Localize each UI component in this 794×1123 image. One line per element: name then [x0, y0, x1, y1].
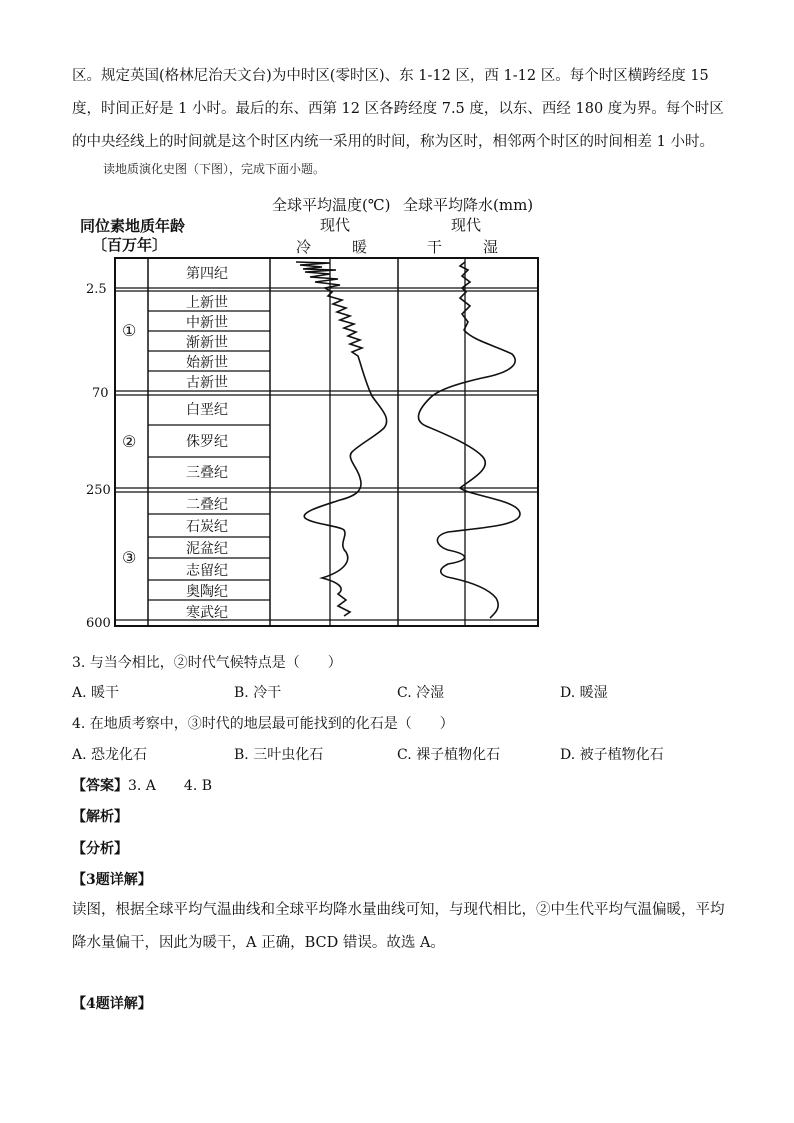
- q3-option-c[interactable]: C. 冷湿: [397, 685, 445, 701]
- q4-option-d[interactable]: D. 被子植物化石: [560, 747, 664, 763]
- period-oligocene: 渐新世: [186, 335, 228, 351]
- age-label-2.5: 2.5: [86, 282, 107, 297]
- age-label-250: 250: [86, 483, 111, 498]
- fenxi-label: 【分析】: [72, 841, 128, 857]
- question-4-stem: 4. 在地质考察中，③时代的地层最可能找到的化石是（ ）: [72, 716, 454, 732]
- era-marker-3: ③: [122, 548, 137, 567]
- period-miocene: 中新世: [186, 315, 228, 331]
- answer-line: [72, 775, 212, 795]
- precip-title: 全球平均降水(mm): [403, 196, 534, 214]
- precip-modern-label: 现代: [451, 216, 482, 234]
- period-triassic: 三叠纪: [186, 465, 228, 481]
- era-marker-2: ②: [122, 432, 137, 451]
- q4-option-c[interactable]: C. 裸子植物化石: [397, 747, 501, 763]
- dry-label: 干: [427, 238, 443, 256]
- period-pliocene: 上新世: [186, 295, 228, 311]
- warm-label: 暖: [352, 238, 368, 256]
- analysis-label: 【解析】: [72, 809, 128, 825]
- period-ordovician: 奥陶纪: [186, 584, 228, 600]
- answer-text: 3. A 4. B: [128, 778, 213, 794]
- q3-option-a[interactable]: A. 暖干: [72, 685, 120, 701]
- age-label-600: 600: [86, 616, 111, 631]
- cold-label: 冷: [296, 238, 312, 256]
- precipitation-curve: [418, 262, 520, 618]
- q3-option-d[interactable]: D. 暖湿: [560, 685, 608, 701]
- q4-option-a[interactable]: A. 恐龙化石: [72, 747, 148, 763]
- period-carboniferous: 石炭纪: [186, 519, 228, 535]
- period-cretaceous: 白垩纪: [186, 402, 228, 418]
- period-jurassic: 侏罗纪: [186, 434, 228, 450]
- figure-frame: [115, 258, 538, 626]
- age-title: 同位素地质年龄: [80, 217, 186, 235]
- age-unit: 〔百万年〕: [92, 236, 168, 254]
- period-quaternary: 第四纪: [186, 266, 228, 282]
- detail-3-text: 读图，根据全球平均气温曲线和全球平均降水量曲线可知，与现代相比，②中生代平均气温偏暖，平均降水量偏干，因此为暖干，A 正确，BCD 错误。故选 A。: [72, 902, 725, 951]
- temp-modern-label: 现代: [320, 216, 351, 234]
- q3-option-b[interactable]: B. 冷干: [234, 685, 282, 701]
- age-label-70: 70: [92, 386, 109, 401]
- era-marker-1: ①: [122, 321, 137, 340]
- intro-paragraph: 区。规定英国(格林尼治天文台)为中时区(零时区)、东 1-12 区，西 1-12 区。每个时区横跨经度 15 度，时间正好是 1 小时。最后的东、西第 12 区各跨经度 7.5 度，以东、西经 180 度为界。每个时区的中央经线上的时间就是这个时区内统一采用的时间，称为区时，相邻两个时区的时间相差 1 小时。: [72, 68, 724, 150]
- question-3-stem: 3. 与当今相比，②时代气候特点是（ ）: [72, 655, 342, 671]
- period-permian: 二叠纪: [186, 497, 228, 513]
- detail-4-label: 【4题详解】: [72, 996, 152, 1012]
- temperature-curve: [296, 262, 387, 616]
- period-cambrian: 寒武纪: [186, 605, 228, 621]
- wet-label: 湿: [483, 238, 499, 256]
- figure-instruction: 读地质演化史图（下图），完成下面小题。: [103, 162, 326, 176]
- period-silurian: 志留纪: [186, 563, 228, 579]
- temp-title: 全球平均温度(℃): [272, 196, 391, 214]
- detail-3-label: 【3题详解】: [72, 872, 152, 888]
- period-eocene: 始新世: [186, 355, 228, 371]
- q4-option-b[interactable]: B. 三叶虫化石: [234, 747, 324, 763]
- answer-label: 【答案】: [72, 778, 128, 794]
- period-paleocene: 古新世: [186, 375, 228, 391]
- period-devonian: 泥盆纪: [186, 541, 228, 557]
